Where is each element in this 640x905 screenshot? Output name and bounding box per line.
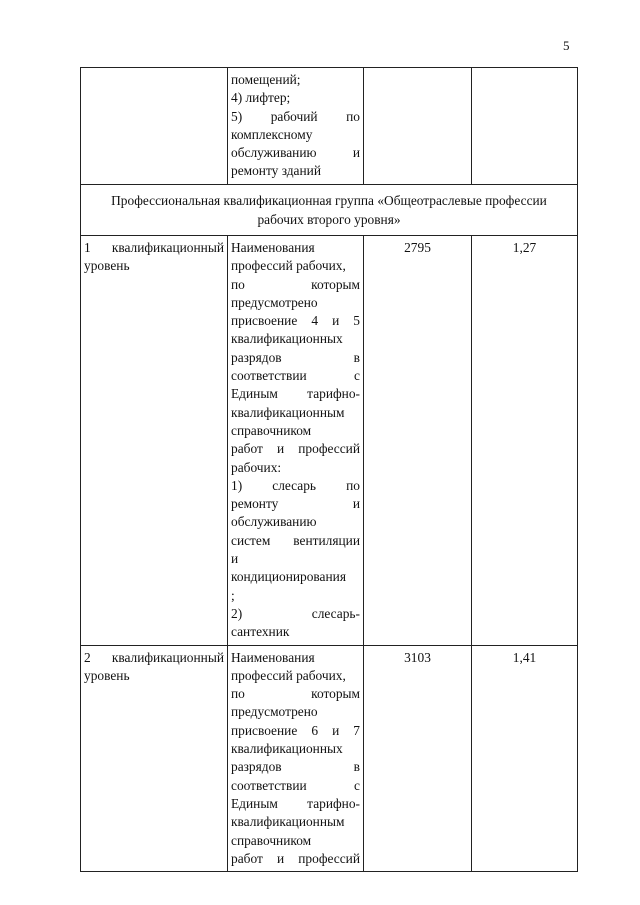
text-line: квалификационных <box>231 331 343 347</box>
text-line: 2) слесарь- <box>231 605 360 621</box>
text-line: работ и профессий <box>231 441 360 457</box>
group-header <box>81 185 578 236</box>
level-name: 1 квалификационный <box>84 240 224 255</box>
text-line: по которым <box>231 276 360 292</box>
text-line: комплексному <box>231 126 313 142</box>
cell-empty <box>472 68 578 185</box>
text-line: работ и профессий <box>231 850 360 866</box>
text-line: 4) лифтер; <box>231 90 291 106</box>
level-name: уровень <box>84 258 130 274</box>
table-row <box>81 68 578 185</box>
text-line: ; <box>231 587 235 603</box>
text-line: Наименования <box>231 240 315 255</box>
text-line: и <box>231 551 239 567</box>
page-number: 5 <box>563 38 570 53</box>
text-line: справочником <box>231 832 312 848</box>
text-line: кондиционирования <box>231 569 346 585</box>
text-line: профессий рабочих, <box>231 258 346 274</box>
cell-empty <box>364 68 472 185</box>
text-line: Единым тарифно- <box>231 795 360 811</box>
group-header-line: рабочих второго уровня» <box>257 212 401 227</box>
text-line: обслуживанию <box>231 514 317 530</box>
text-line: квалификационным <box>231 404 345 420</box>
text-line: помещений; <box>231 72 301 87</box>
text-line: соответствии с <box>231 777 360 793</box>
text-line: квалификационным <box>231 814 345 830</box>
level-name: уровень <box>84 667 130 683</box>
text-line: предусмотрено <box>231 294 318 310</box>
text-line: 1) слесарь по <box>231 477 360 493</box>
text-line: сантехник <box>231 624 290 640</box>
level-name-cell <box>81 236 228 646</box>
text-line: присвоение 6 и 7 <box>231 722 360 738</box>
salary-cell: 3103 <box>364 645 472 872</box>
group-header-row <box>81 185 578 236</box>
text-line: присвоение 4 и 5 <box>231 313 360 329</box>
salary-cell: 2795 <box>364 236 472 646</box>
text-line: 5) рабочий по <box>231 108 360 124</box>
text-line: ремонту зданий <box>231 163 321 179</box>
text-line: соответствии с <box>231 368 360 384</box>
qualification-table <box>80 67 578 872</box>
text-line: по которым <box>231 686 360 702</box>
level-description-cell <box>228 645 364 872</box>
cell-empty <box>81 68 228 185</box>
level-description-cell <box>228 236 364 646</box>
text-line: обслуживанию и <box>231 145 360 161</box>
coefficient-cell: 1,41 <box>472 645 578 872</box>
text-line: квалификационных <box>231 741 343 757</box>
text-line: рабочих: <box>231 459 282 475</box>
table-row <box>81 236 578 646</box>
coefficient-cell: 1,27 <box>472 236 578 646</box>
text-line: систем вентиляции <box>231 532 360 548</box>
text-line: ремонту и <box>231 496 360 512</box>
profession-list-cell <box>228 68 364 185</box>
text-line: предусмотрено <box>231 704 318 720</box>
group-header-line: Профессиональная квалификационная группа «Общеотраслевые профессии <box>111 193 547 208</box>
text-line: разрядов в <box>231 759 360 775</box>
text-line: разрядов в <box>231 349 360 365</box>
text-line: Единым тарифно- <box>231 386 360 402</box>
text-line: Наименования <box>231 649 315 665</box>
text-line: профессий рабочих, <box>231 667 346 683</box>
table-row <box>81 645 578 872</box>
level-name-cell <box>81 645 228 872</box>
text-line: справочником <box>231 422 312 438</box>
level-name: 2 квалификационный <box>84 649 224 665</box>
